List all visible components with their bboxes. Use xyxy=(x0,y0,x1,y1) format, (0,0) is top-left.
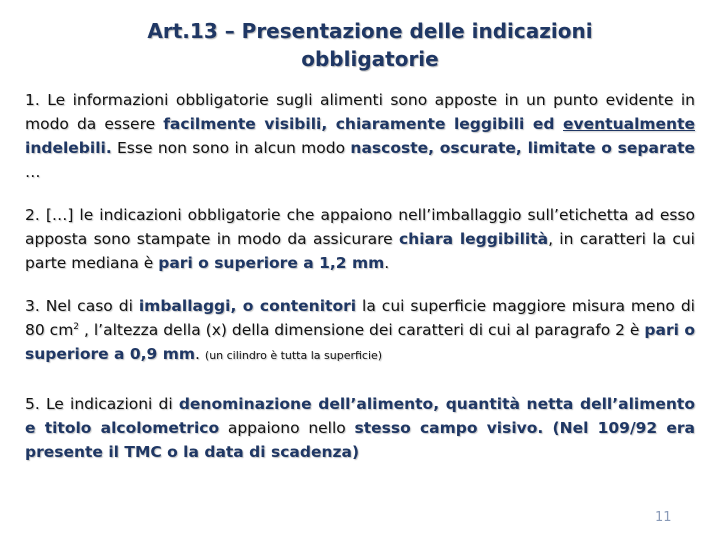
p2-text-a: 2. […] le indicazioni obbligatorie che appaiono nell’imballaggio sull’etichetta ad esso apposta sono stampate in modo da assicurare xyxy=(25,206,695,248)
paragraph-3 xyxy=(25,294,695,368)
p2-text-c: , in caratteri la cui parte mediana è xyxy=(25,230,695,272)
p4-emphasis-denomination: denominazione dell’alimento, quantità netta dell’alimento e titolo alcolometrico xyxy=(25,395,695,437)
p1-emphasis-eventually: eventualmente xyxy=(563,115,695,133)
title-line-2: obbligatorie xyxy=(301,47,439,71)
paragraph-1 xyxy=(25,88,695,184)
paragraph-4 xyxy=(25,392,695,464)
p3-note: (un cilindro è tutta la superficie) xyxy=(204,349,383,362)
p1-emphasis-hidden: nascoste, oscurate, limitate o separate xyxy=(350,139,695,157)
p1-emphasis-indelible: indelebili. xyxy=(25,139,112,157)
page-number: 11 xyxy=(655,510,672,525)
p2-text-e: . xyxy=(384,254,390,272)
p3-text-c: la cui superficie maggiore misura meno di 80 cm xyxy=(25,297,695,339)
p1-text-e: Esse non sono in alcun modo xyxy=(111,139,351,157)
p2-emphasis-legibility: chiara leggibilità xyxy=(398,230,549,248)
paragraph-2 xyxy=(25,203,695,275)
p4-emphasis-note: (Nel 109/92 era presente il TMC o la data di scadenza) xyxy=(25,419,695,461)
p1-emphasis-visibility: facilmente visibili, chiaramente leggibili ed xyxy=(163,115,563,133)
slide-title xyxy=(60,17,680,73)
p1-text-g: … xyxy=(25,163,41,181)
p4-text-a: 5. Le indicazioni di xyxy=(25,395,179,413)
p3-emphasis-packaging: imballaggi, o contenitori xyxy=(138,297,357,315)
p4-emphasis-field: stesso campo visivo. xyxy=(354,419,544,437)
p1-text-a: 1. Le informazioni obbligatorie sugli alimenti sono apposte in un punto evidente in modo da essere xyxy=(25,91,695,133)
p3-superscript: 2 xyxy=(73,321,80,332)
p3-text-d: , l’altezza della (x) della dimensione dei caratteri di cui al paragrafo 2 è xyxy=(79,321,645,339)
p2-emphasis-size: pari o superiore a 1,2 mm xyxy=(158,254,385,272)
title-line-1: Art.13 – Presentazione delle indicazioni xyxy=(147,19,593,43)
p3-text-a: 3. Nel caso di xyxy=(25,297,139,315)
p4-text-c: appaiono nello xyxy=(219,419,355,437)
p3-emphasis-size: pari o superiore a 0,9 mm xyxy=(25,321,695,363)
p3-text-f: . xyxy=(195,345,205,363)
